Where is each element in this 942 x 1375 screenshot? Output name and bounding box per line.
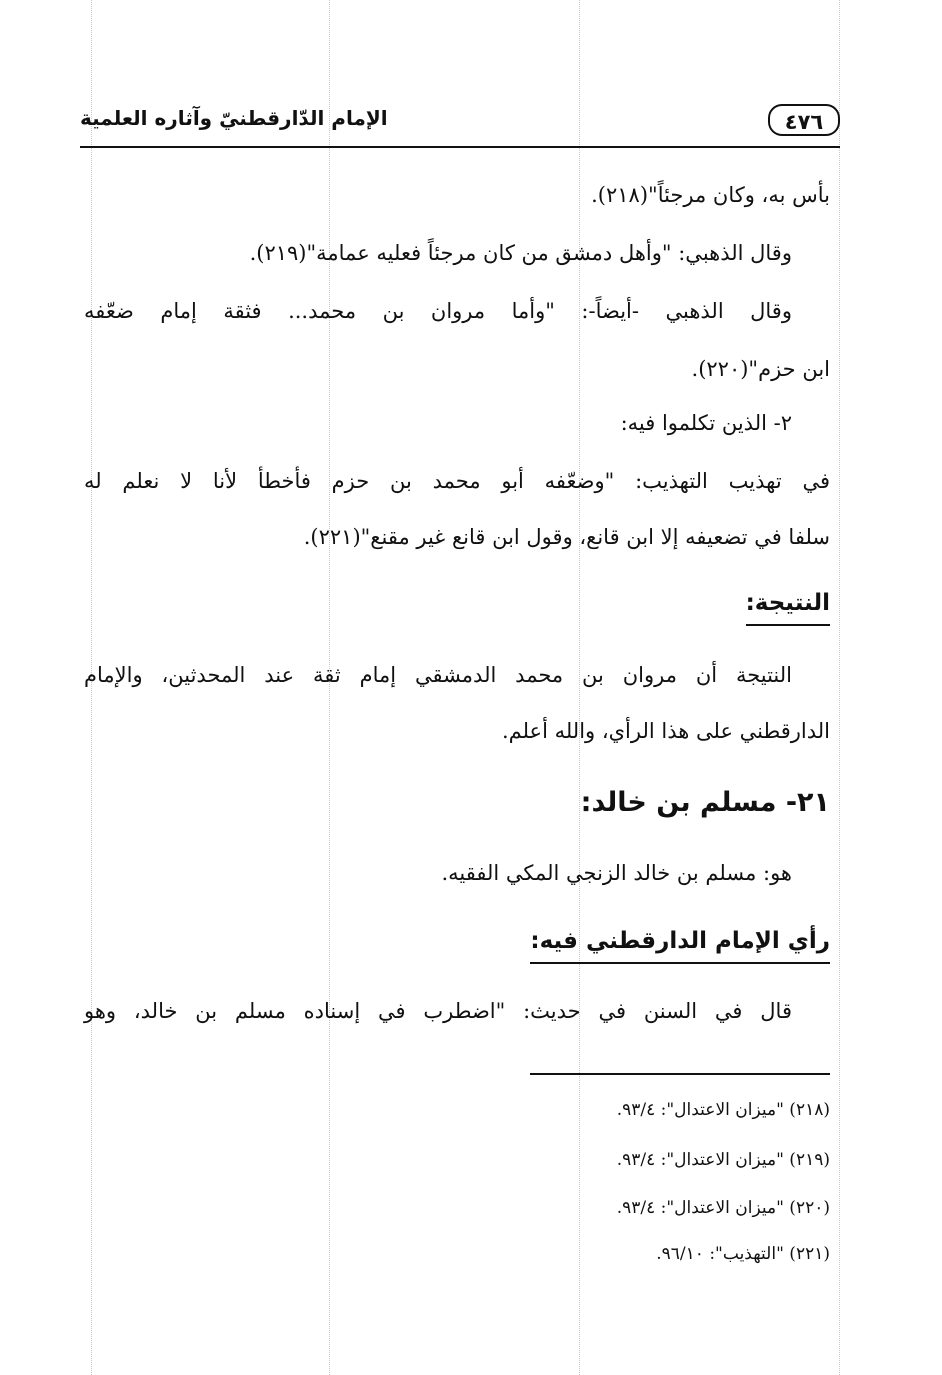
- footnote: (٢٢٠) "ميزان الاعتدال": ٩٣/٤.: [616, 1198, 830, 1218]
- section-heading-opinion: رأي الإمام الدارقطني فيه:: [530, 926, 830, 964]
- scan-guide-line: [839, 0, 840, 1375]
- footnote: (٢١٨) "ميزان الاعتدال": ٩٣/٤.: [616, 1100, 830, 1120]
- body-line: في تهذيب التهذيب: "وضعّفه أبو محمد بن حزم فأخطأ لأنا لا نعلم له: [84, 469, 830, 493]
- footnote: (٢٢١) "التهذيب": ٩٦/١٠.: [656, 1244, 830, 1264]
- body-line: ٢- الذين تكلموا فيه:: [620, 411, 792, 435]
- section-heading-result: النتيجة:: [746, 588, 830, 626]
- entry-heading: ٢١- مسلم بن خالد:: [580, 787, 830, 818]
- running-title: الإمام الدّارقطنيّ وآثاره العلمية: [80, 106, 388, 130]
- footnote-separator: [530, 1073, 830, 1075]
- page-number: ٤٧٦: [768, 104, 840, 136]
- body-line: سلفا في تضعيفه إلا ابن قانع، وقول ابن قانع غير مقنع"(٢٢١).: [303, 525, 830, 549]
- body-line: بأس به، وكان مرجئاً"(٢١٨).: [591, 183, 830, 207]
- body-line: قال في السنن في حديث: "اضطرب في إسناده مسلم بن خالد، وهو: [84, 999, 792, 1023]
- page-header: [80, 102, 840, 148]
- body-line: النتيجة أن مروان بن محمد الدمشقي إمام ثقة عند المحدثين، والإمام: [84, 663, 792, 687]
- body-line: ابن حزم"(٢٢٠).: [691, 357, 830, 381]
- body-line: وقال الذهبي -أيضاً-: "وأما مروان بن محمد... فثقة إمام ضعّفه: [84, 299, 792, 323]
- body-line: هو: مسلم بن خالد الزنجي المكي الفقيه.: [441, 861, 792, 885]
- body-line: الدارقطني على هذا الرأي، والله أعلم.: [501, 719, 830, 743]
- footnote: (٢١٩) "ميزان الاعتدال": ٩٣/٤.: [616, 1150, 830, 1170]
- body-line: وقال الذهبي: "وأهل دمشق من كان مرجئاً فعليه عمامة"(٢١٩).: [249, 241, 792, 265]
